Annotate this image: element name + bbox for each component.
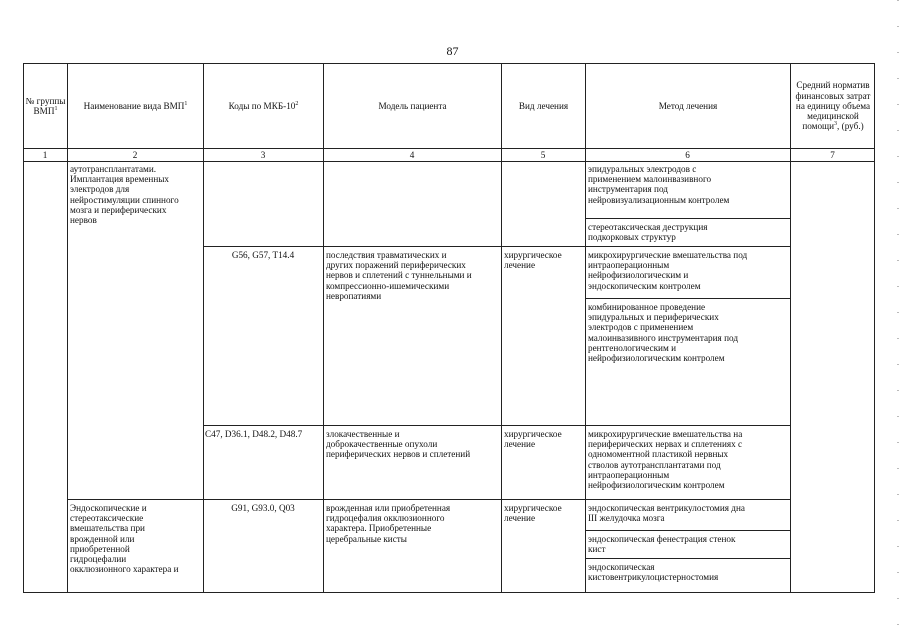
table-border-right	[874, 63, 875, 593]
treatment-type-cell: хирургическое лечение	[504, 429, 562, 450]
col-number-6: 6	[685, 150, 690, 160]
treatment-type-cell: хирургическое лечение	[504, 250, 562, 271]
icd-codes-cell: G91, G93.0, Q03	[231, 503, 295, 513]
header-patient-model: Модель пациента	[378, 100, 447, 111]
method-cell: эпидуральных электродов с применением малоинвазивного инструментария под нейровизуализационным контролем	[588, 164, 730, 205]
col-number-5: 5	[540, 150, 546, 160]
scan-edge-artifact	[897, 0, 899, 640]
header-average-cost: Средний норматив финансовых затрат на единицу объема медицинской помощи$^3$, (руб.)	[795, 80, 871, 132]
numbers-bottom-line	[23, 161, 875, 162]
row-line	[203, 425, 790, 426]
header-treatment-type: Вид лечения	[518, 100, 569, 111]
patient-model-cell: злокачественные и доброкачественные опухоли периферических нервов и сплетений	[326, 429, 471, 460]
patient-model-cell: последствия травматических и других поражений периферических нервов и сплетений с туннельными и компрессионно-ишемическими невропатиями	[326, 250, 472, 301]
method-cell: эндоскопическая кистовентрикулоцистерностомия	[588, 562, 719, 583]
row-line	[585, 218, 790, 219]
treatment-type-cell: хирургическое лечение	[504, 503, 562, 524]
header-vmp-name: Наименование вида ВМП$^1$	[83, 100, 188, 111]
icd-codes-cell: C47, D36.1, D48.2, D48.7	[205, 429, 303, 439]
row-line	[585, 558, 790, 559]
method-cell: стереотаксическая деструкция подкорковых структур	[588, 222, 708, 243]
page-number: 87	[446, 44, 459, 58]
col-number-4: 4	[409, 150, 415, 160]
col-number-1: 1	[42, 150, 48, 160]
table-border-bottom	[23, 592, 875, 593]
method-cell: эндоскопическая фенестрация стенок кист	[588, 534, 736, 555]
col-number-3: 3	[260, 150, 266, 160]
vmp-name-cell: аутотрансплантатами. Имплантация временных электродов для нейростимуляции спинного мозга и периферических нервов	[70, 164, 179, 226]
row-line	[67, 499, 790, 500]
header-icd-codes: Коды по МКБ-$10^2$	[228, 100, 299, 111]
vmp-table	[23, 63, 875, 593]
col-divider-6	[790, 63, 791, 593]
method-cell: микрохирургические вмешательства на периферических нервах и сплетениях с одномоментной пластикой нервных стволов аутотрансплантатами под интраоперационным нейрофизиологическим контролем	[588, 429, 743, 491]
method-cell: эндоскопическая вентрикулостомия дна III желудочка мозга	[588, 503, 745, 524]
method-cell: комбинированное проведение эпидуральных и периферических электродов с применением малоинвазивного инструментария под рентгенологическим и нейрофизиологическим контролем	[588, 302, 738, 364]
header-treatment-method: Метод лечения	[658, 100, 718, 111]
col-number-7: 7	[830, 150, 835, 160]
row-line	[203, 246, 790, 247]
row-line	[585, 298, 790, 299]
patient-model-cell: врожденная или приобретенная гидроцефалия окклюзионного характера. Приобретенные церебральные кисты	[326, 503, 451, 544]
icd-codes-cell: G56, G57, T14.4	[231, 250, 295, 260]
header-group-number: № группы ВМП$^1$	[25, 95, 66, 116]
method-cell: микрохирургические вмешательства под интраоперационным нейрофизиологическим и эндоскопическим контролем	[588, 250, 748, 291]
col-number-2: 2	[132, 150, 138, 160]
vmp-name-cell: Эндоскопические и стереотаксические вмешательства при врожденной или приобретенной гидроцефалии окклюзионного характера и	[70, 503, 179, 575]
row-line	[585, 530, 790, 531]
header-bottom-line	[23, 148, 875, 149]
